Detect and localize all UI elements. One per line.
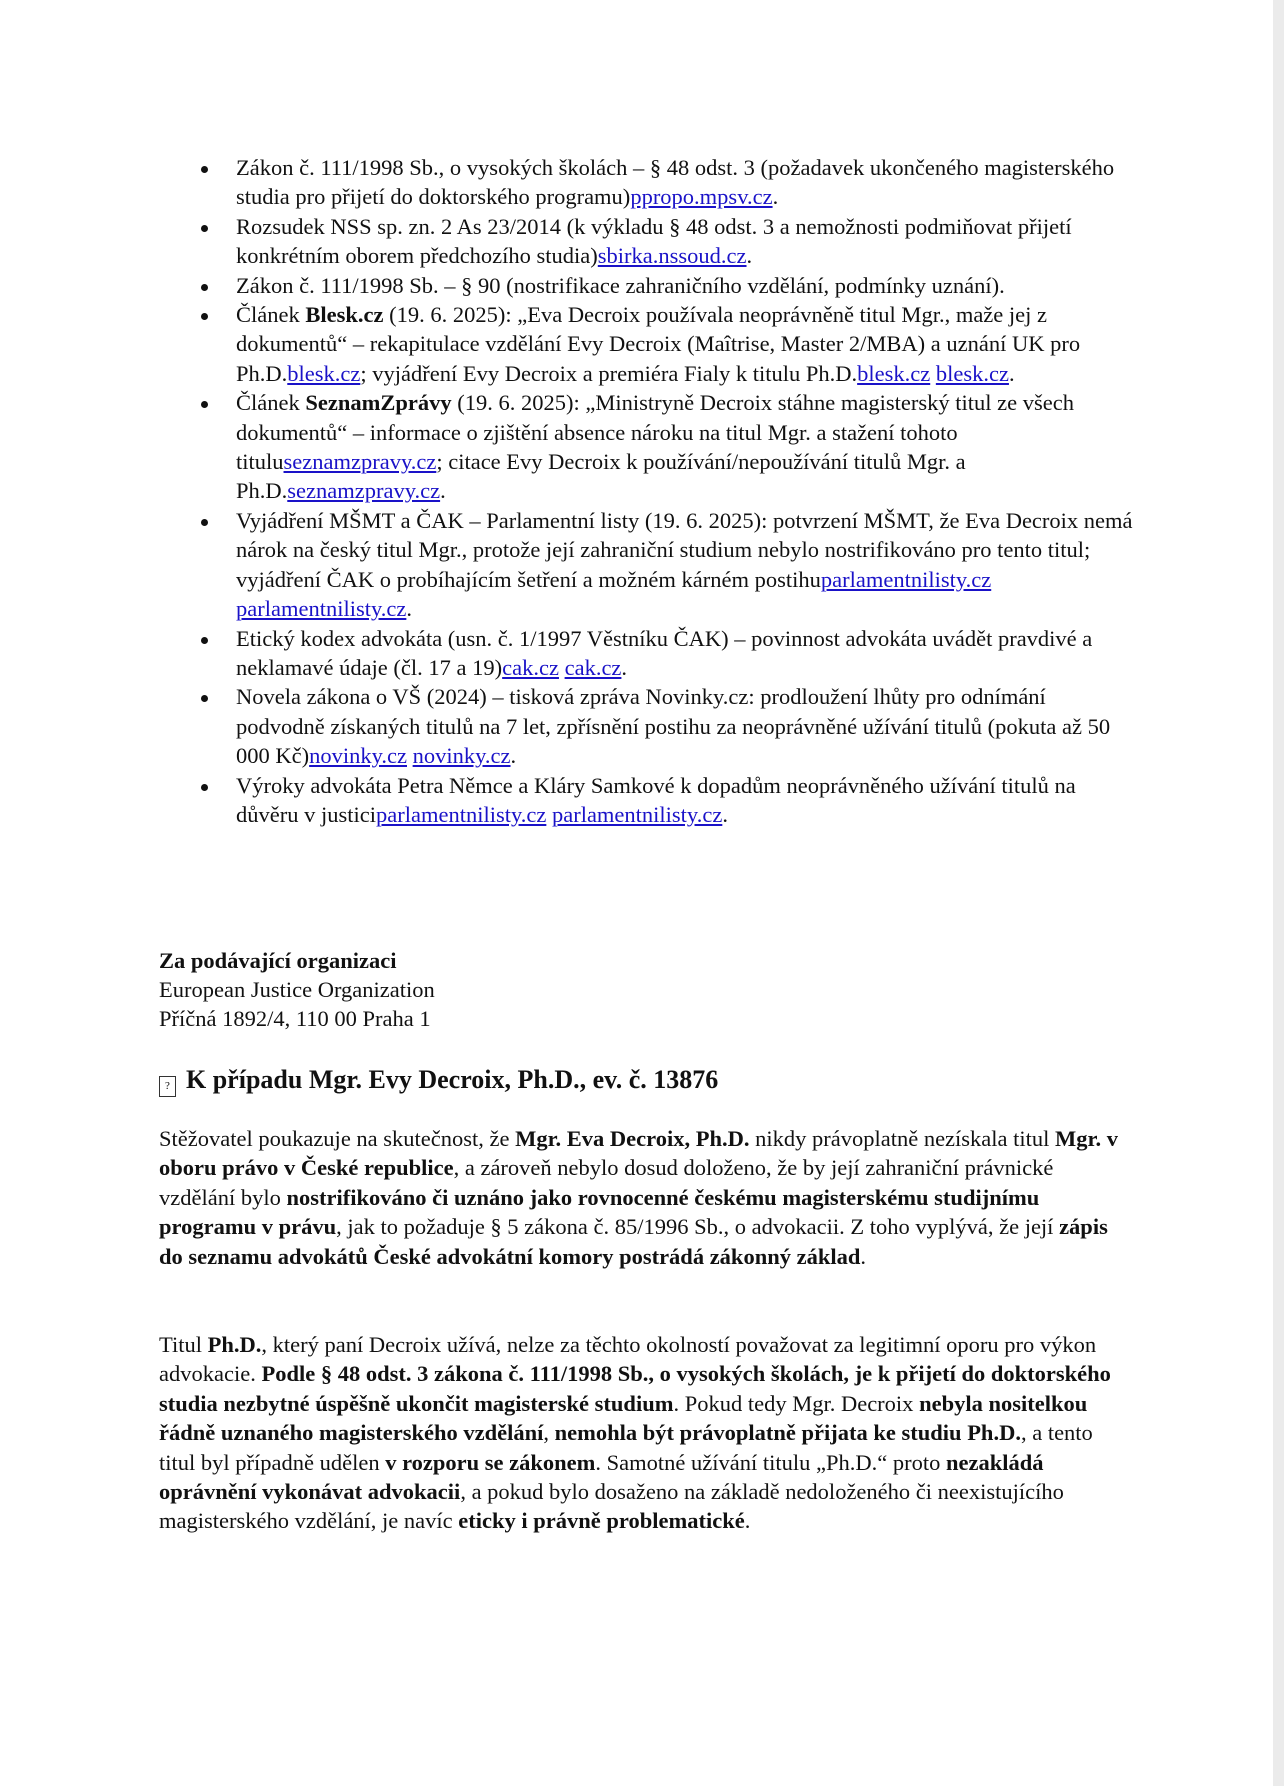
- bold-text: Mgr. Eva Decroix, Ph.D.: [515, 1126, 750, 1151]
- text-run: ,: [543, 1420, 555, 1446]
- text-run: ; citace Evy Decroix k používání/nepoužívání titulů Mgr. a Ph.D.: [236, 449, 966, 504]
- signature-address: Příčná 1892/4, 110 00 Praha 1: [159, 1006, 431, 1031]
- reference-item: [236, 212, 1136, 271]
- text-run: .: [722, 801, 728, 827]
- source-link[interactable]: cak.cz: [564, 654, 622, 680]
- source-link[interactable]: seznamzpravy.cz: [287, 478, 441, 504]
- page-edge: [1273, 0, 1284, 1786]
- reference-item: [236, 271, 1136, 300]
- text-run: Novela zákona o VŠ (2024) – tisková zpráva Novinky.cz: prodloužení lhůty pro odnímání podvodně získaných titulů na 7 let, zpřísnění postihu za neoprávněné užívání titulů (pokuta až 50 000 Kč): [236, 684, 1111, 769]
- reference-item: [236, 771, 1136, 830]
- source-link[interactable]: blesk.cz: [287, 360, 361, 386]
- reference-item: [236, 506, 1136, 624]
- bold-text: SeznamZprávy: [305, 390, 452, 416]
- text-run: .: [406, 596, 412, 622]
- reference-item: [236, 153, 1136, 212]
- text-run: Článek: [236, 390, 306, 416]
- text-run: .: [440, 478, 446, 504]
- text-run: Článek: [236, 302, 306, 328]
- bold-text: eticky i právně problematické: [458, 1508, 745, 1534]
- text-run: Titul: [159, 1332, 208, 1357]
- text-run: , jak to požaduje § 5 zákona č. 85/1996 Sb., o advokacii. Z toho vyplývá, že její: [336, 1214, 1060, 1240]
- section-title: K případu Mgr. Evy Decroix, Ph.D., ev. č. 13876: [186, 1065, 719, 1094]
- text-run: .: [621, 654, 628, 680]
- source-link[interactable]: ppropo.mpsv.cz: [630, 184, 773, 210]
- text-run: .: [744, 1508, 751, 1534]
- source-link[interactable]: parlamentnilisty.cz: [820, 566, 992, 592]
- source-link[interactable]: novinky.cz: [309, 743, 407, 769]
- source-link[interactable]: parlamentnilisty.cz: [236, 596, 407, 622]
- source-link[interactable]: novinky.cz: [412, 743, 511, 769]
- text-run: .: [1008, 360, 1015, 386]
- bold-text: v rozporu se zákonem: [385, 1449, 596, 1475]
- text-run: nikdy právoplatně nezískala titul: [749, 1126, 1056, 1151]
- missing-glyph-icon: ?: [159, 1076, 176, 1097]
- text-run: Zákon č. 111/1998 Sb., o vysokých školách – § 48 odst. 3 (požadavek ukončeného magisterského studia pro přijetí do doktorského programu): [236, 155, 1115, 210]
- reference-item: [236, 682, 1136, 770]
- text-run: Rozsudek NSS sp. zn. 2 As 23/2014 (k výkladu § 48 odst. 3 a nemožnosti podmiňovat přijetí konkrétním oborem předchozího studia): [236, 213, 1072, 269]
- text-run: Etický kodex advokáta (usn. č. 1/1997 Věstníku ČAK) – povinnost advokáta uvádět pravdivé a neklamavé údaje (čl. 17 a 19): [236, 625, 1093, 680]
- source-link[interactable]: parlamentnilisty.cz: [375, 801, 547, 827]
- source-link[interactable]: blesk.cz: [935, 360, 1009, 386]
- reference-item: [236, 300, 1136, 388]
- signature-heading: Za podávající organizaci: [159, 948, 397, 973]
- text-run: Zákon č. 111/1998 Sb. – § 90 (nostrifikace zahraničního vzdělání, podmínky uznání).: [236, 272, 1005, 298]
- source-link[interactable]: parlamentnilisty.cz: [551, 801, 723, 827]
- text-run: , a zároveň nebylo dosud doloženo, že by její zahraniční právnické vzdělání bylo: [159, 1155, 1054, 1210]
- text-run: (19. 6. 2025): „Eva Decroix používala neoprávněně titul Mgr., maže jej z dokumentů“ – rekapitulace vzdělání Evy Decroix (Maîtrise, Master 2/MBA) a uznání UK pro Ph.D.: [236, 302, 1081, 386]
- bold-text: Mgr. v oboru právo v České republice: [159, 1126, 1118, 1181]
- source-link[interactable]: blesk.cz: [857, 360, 931, 386]
- text-run: (19. 6. 2025): „Ministryně Decroix stáhne magisterský titul ze všech dokumentů“ – informace o zjištění absence nároku na titul Mgr. a stažení tohoto titulu: [236, 390, 1074, 475]
- section-heading: [159, 1064, 718, 1097]
- text-run: Stěžovatel poukazuje na skutečnost, že: [159, 1126, 516, 1151]
- bold-text: nostrifikováno či uznáno jako rovnocenné českému magisterskému studijnímu programu v právu: [159, 1184, 1040, 1240]
- text-run: .: [510, 743, 517, 769]
- bold-text: Ph.D.: [207, 1332, 262, 1357]
- source-link[interactable]: cak.cz: [502, 654, 559, 680]
- bold-text: Blesk.cz: [305, 302, 384, 328]
- bold-text: nemohla být právoplatně přijata ke studiu Ph.D.: [554, 1420, 1021, 1446]
- reference-list: [236, 153, 1136, 829]
- signature-block: [159, 946, 435, 1033]
- bold-text: nebyla nositelkou řádně uznaného magisterského vzdělání: [159, 1390, 1088, 1446]
- text-run: , a pokud bylo dosaženo na základě nedoloženého či neexistujícího magisterského vzdělání, je navíc: [159, 1479, 1064, 1534]
- bold-text: nezakládá oprávnění vykonávat advokacii: [159, 1449, 1044, 1505]
- reference-item: [236, 388, 1136, 506]
- source-link[interactable]: sbirka.nssoud.cz: [597, 243, 747, 269]
- source-link[interactable]: seznamzpravy.cz: [283, 449, 437, 475]
- text-run: ; vyjádření Evy Decroix a premiéra Fialy k titulu Ph.D.: [360, 360, 858, 386]
- paragraph-2: [159, 1330, 1119, 1536]
- text-run: . Samotné užívání titulu „Ph.D.“ proto: [595, 1449, 946, 1475]
- text-run: .: [746, 243, 753, 269]
- reference-item: [236, 624, 1136, 683]
- text-run: Výroky advokáta Petra Němce a Kláry Samkové k dopadům neoprávněného užívání titulů na důvěru v justici: [236, 772, 1076, 827]
- text-run: . Pokud tedy Mgr. Decroix: [673, 1390, 920, 1416]
- text-run: , který paní Decroix užívá, nelze za těchto okolností považovat za legitimní oporu pro výkon advokacie.: [159, 1332, 1097, 1387]
- bold-text: zápis do seznamu advokátů České advokátní komory postrádá zákonný základ: [159, 1214, 1108, 1269]
- text-run: , a tento titul byl případně udělen: [159, 1420, 1093, 1475]
- bold-text: Podle § 48 odst. 3 zákona č. 111/1998 Sb., o vysokých školách, je k přijetí do doktorského studia nezbytné úspěšně ukončit magisterské studium: [159, 1361, 1111, 1416]
- text-run: Vyjádření MŠMT a ČAK – Parlamentní listy (19. 6. 2025): potvrzení MŠMT, že Eva Decroix nemá nárok na český titul Mgr., protože její zahraniční studium nebylo nostrifikováno pro tento titul; vyjádření ČAK o probíhajícím šetření a možném kárném postihu: [236, 507, 1133, 592]
- paragraph-1: [159, 1124, 1119, 1271]
- signature-organization: European Justice Organization: [159, 977, 435, 1002]
- text-run: .: [860, 1243, 866, 1269]
- text-run: .: [772, 184, 779, 210]
